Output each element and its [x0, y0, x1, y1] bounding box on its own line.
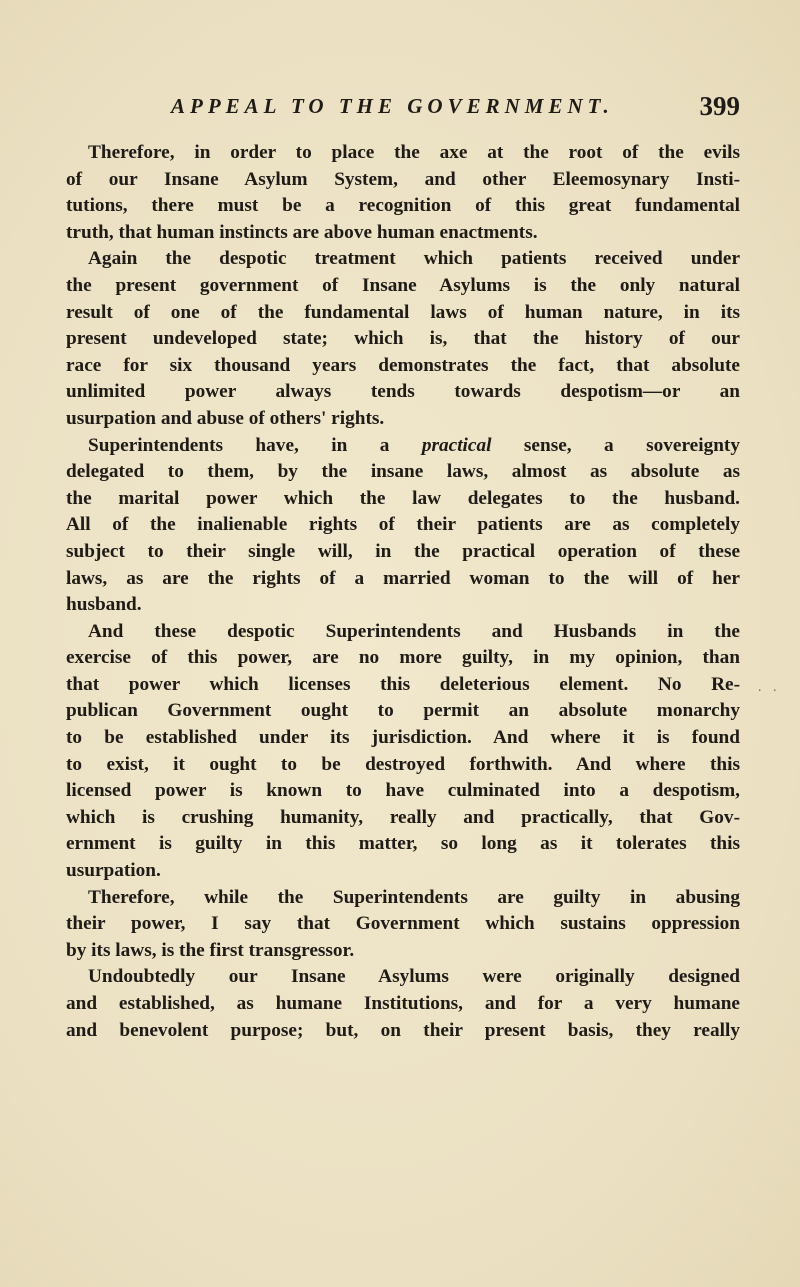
text-line: result of one of the fundamental laws of human nature, in its [66, 301, 740, 323]
text-line: present undeveloped state; which is, that the history of our [66, 328, 740, 350]
text-line: And these despotic Superintendents and Husbands in the [88, 620, 740, 642]
running-head: APPEAL TO THE GOVERNMENT. [171, 94, 614, 118]
page-header [66, 86, 740, 126]
text-line: their power, I say that Government which sustains oppression [66, 913, 740, 935]
text-line: to exist, it ought to be destroyed forthwith. And where this [66, 753, 740, 775]
text-line: licensed power is known to have culminated into a despotism, [66, 780, 740, 802]
margin-mark: . . [758, 680, 781, 695]
text-line: laws, as are the rights of a married woman to the will of her [66, 567, 740, 589]
text-line: delegated to them, by the insane laws, almost as absolute as [66, 461, 740, 483]
text-line: All of the inalienable rights of their patients are as completely [66, 514, 740, 536]
text-line: husband. [66, 594, 142, 616]
text-line: which is crushing humanity, really and practically, that Gov- [66, 806, 740, 828]
text-line: usurpation. [66, 860, 161, 882]
text-line: to be established under its jurisdiction. And where it is found [66, 727, 740, 749]
text-line: the marital power which the law delegates to the husband. [66, 487, 740, 509]
text-line: and benevolent purpose; but, on their present basis, they really [66, 1019, 740, 1041]
text-line: Therefore, in order to place the axe at the root of the evils [88, 142, 740, 163]
body-text [66, 140, 740, 1044]
text-line: truth, that human instincts are above human enactments. [66, 221, 538, 243]
text-line: unlimited power always tends towards despotism—or an [66, 381, 740, 403]
text-line: Therefore, while the Superintendents are guilty in abusing [88, 886, 740, 908]
text-line: exercise of this power, are no more guilty, in my opinion, than [66, 647, 740, 669]
text-line: usurpation and abuse of others' rights. [66, 407, 385, 429]
text-line: and established, as humane Institutions, and for a very humane [66, 993, 740, 1014]
text-line: tutions, there must be a recognition of this great fundamental [66, 195, 740, 217]
text-line: Undoubtedly our Insane Asylums were originally designed [88, 966, 740, 988]
text-line: Superintendents have, in a practical sense, a sovereignty [88, 434, 740, 456]
text-line: that power which licenses this deleterious element. No Re- [66, 673, 740, 695]
text-line: Again the despotic treatment which patients received under [88, 248, 740, 270]
text-line: by its laws, is the first transgressor. [66, 939, 355, 961]
text-line: publican Government ought to permit an absolute monarchy [66, 700, 740, 722]
text-line: race for six thousand years demonstrates the fact, that absolute [66, 354, 740, 376]
text-line: subject to their single will, in the practical operation of these [66, 540, 740, 562]
page-number: 399 [699, 91, 740, 121]
text-line: ernment is guilty in this matter, so long as it tolerates this [66, 833, 740, 855]
text-line: of our Insane Asylum System, and other Eleemosynary Insti- [66, 168, 740, 190]
text-line: the present government of Insane Asylums is the only natural [66, 274, 740, 296]
